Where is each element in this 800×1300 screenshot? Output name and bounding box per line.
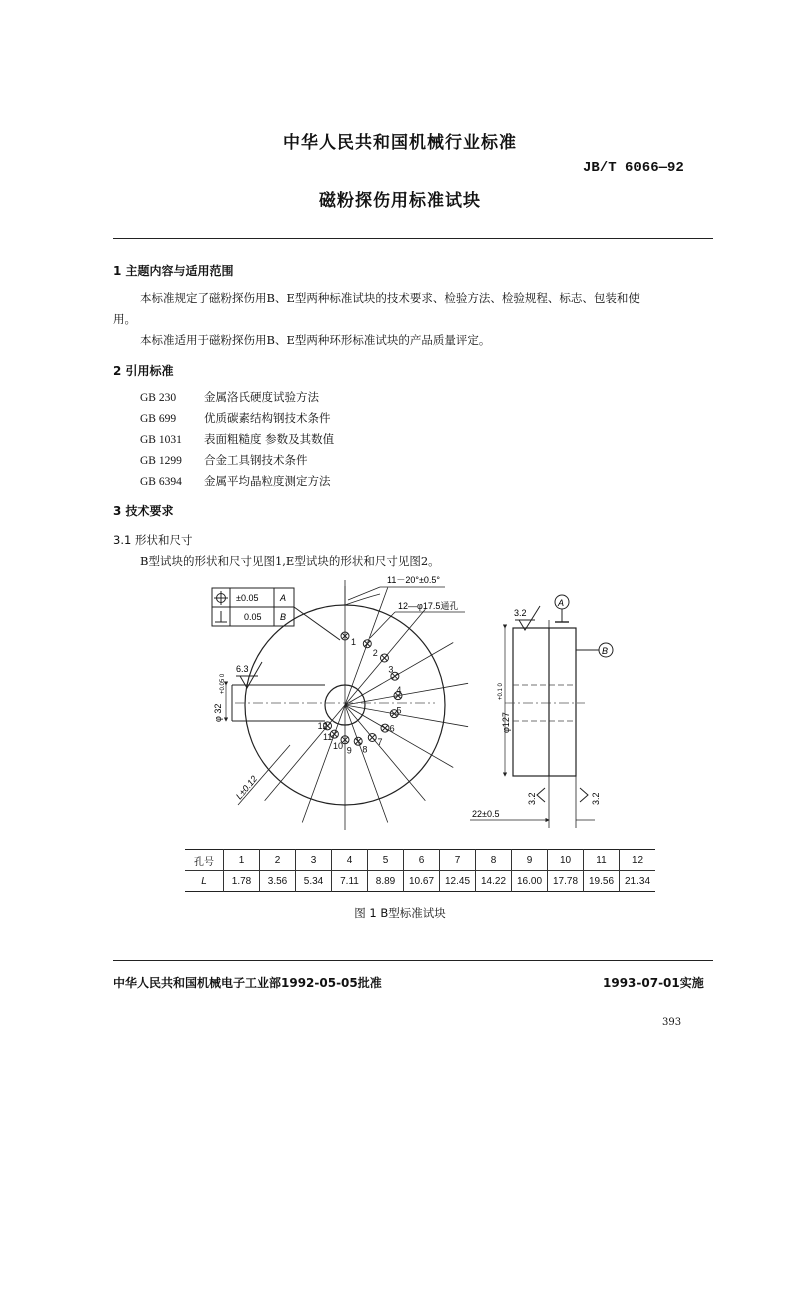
table-cell: 14.22 bbox=[476, 871, 512, 892]
ref-title: 合金工具钢技术条件 bbox=[204, 453, 308, 467]
table-cell: 6 bbox=[404, 850, 440, 871]
radial-line bbox=[345, 705, 425, 801]
table-row-label: 孔号 bbox=[185, 850, 224, 871]
hole-number: 10 bbox=[333, 740, 344, 751]
tolerance-position-datum: A bbox=[280, 593, 287, 603]
roughness-bottom-right: 3.2 bbox=[591, 792, 601, 805]
l-dimension: L±0.12 bbox=[233, 773, 260, 802]
hole-count-label: 12—φ17.5通孔 bbox=[398, 601, 459, 611]
ref-code: GB 1299 bbox=[140, 455, 182, 467]
table-cell: 8.89 bbox=[368, 871, 404, 892]
table-cell: 1 bbox=[224, 850, 260, 871]
table-cell: 21.34 bbox=[620, 871, 656, 892]
hole-table bbox=[185, 849, 655, 892]
ref-title: 优质碳素结构钢技术条件 bbox=[204, 411, 331, 425]
hole-cross bbox=[364, 641, 370, 647]
table-cell: 12.45 bbox=[440, 871, 476, 892]
hole-cross bbox=[369, 734, 375, 740]
section-3-heading: 3 技术要求 bbox=[113, 504, 174, 518]
hole-number: 5 bbox=[396, 705, 402, 716]
hole-number: 9 bbox=[346, 745, 352, 756]
hole-number: 6 bbox=[389, 723, 395, 734]
hole-cross bbox=[381, 655, 387, 661]
footer-rule bbox=[113, 960, 713, 961]
hole-number: 4 bbox=[396, 684, 402, 695]
tolerance-perp-value: 0.05 bbox=[244, 612, 262, 622]
ref-code: GB 230 bbox=[140, 392, 177, 404]
section-1-para2: 本标准适用于磁粉探伤用B、E型两种环形标准试块的产品质量评定。 bbox=[140, 333, 491, 347]
table-cell: 12 bbox=[620, 850, 656, 871]
radial-line bbox=[265, 705, 345, 801]
ref-title: 金属平均晶粒度测定方法 bbox=[204, 474, 331, 488]
table-cell: 10 bbox=[548, 850, 584, 871]
datum-a: A bbox=[558, 598, 565, 608]
hole-number: 1 bbox=[351, 637, 357, 647]
table-cell: 7.11 bbox=[332, 871, 368, 892]
table-cell: 5.34 bbox=[296, 871, 332, 892]
table-cell: 10.67 bbox=[404, 871, 440, 892]
section-2-heading: 2 引用标准 bbox=[113, 364, 174, 378]
implementation-date: 1993-07-01实施 bbox=[603, 976, 704, 990]
standard-code: JB/T 6066—92 bbox=[583, 160, 684, 176]
tolerance-perp-datum: B bbox=[280, 612, 287, 622]
table-cell: 11 bbox=[584, 850, 620, 871]
hole-number: 3 bbox=[388, 664, 394, 675]
bore-tolerance: +0.05 0 bbox=[220, 673, 226, 694]
table-row bbox=[185, 850, 655, 871]
table-cell: 3 bbox=[296, 850, 332, 871]
page-number: 393 bbox=[662, 1017, 682, 1028]
hole-number: 7 bbox=[377, 736, 383, 747]
ref-code: GB 1031 bbox=[140, 434, 182, 446]
table-cell: 16.00 bbox=[512, 871, 548, 892]
bore-diameter-label: φ 32 bbox=[213, 703, 223, 722]
roughness-bottom-left: 3.2 bbox=[527, 792, 537, 805]
ring-side-view bbox=[513, 628, 576, 776]
document-title: 磁粉探伤用标准试块 bbox=[319, 191, 481, 211]
table-cell: 3.56 bbox=[260, 871, 296, 892]
hole-number: 2 bbox=[372, 647, 378, 658]
table-row-label: L bbox=[201, 875, 207, 887]
table-cell: 1.78 bbox=[224, 871, 260, 892]
section-3-1-heading: 3.1 形状和尺寸 bbox=[113, 533, 193, 547]
section-1-para1-line1: 本标准规定了磁粉探伤用B、E型两种标准试块的技术要求、检验方法、检验规程、标志、包装和使 bbox=[140, 291, 640, 305]
roughness-top-right: 3.2 bbox=[514, 608, 527, 618]
angle-label: 11－20°±0.5° bbox=[387, 575, 441, 585]
section-1-para1-line2: 用。 bbox=[113, 312, 136, 326]
width-dimension: 22±0.5 bbox=[472, 809, 500, 819]
table-cell: 2 bbox=[260, 850, 296, 871]
section-1-heading: 1 主题内容与适用范围 bbox=[113, 264, 234, 278]
hole-cross bbox=[331, 731, 337, 737]
outer-diameter-label: φ127 bbox=[501, 712, 511, 733]
table-cell: 17.78 bbox=[548, 871, 584, 892]
table-cell: 5 bbox=[368, 850, 404, 871]
approval-note: 中华人民共和国机械电子工业部1992-05-05批准 bbox=[113, 976, 382, 990]
hole-number: 8 bbox=[362, 744, 368, 755]
hole-cross bbox=[382, 725, 388, 731]
table-cell: 19.56 bbox=[584, 871, 620, 892]
tolerance-position-value: ±0.05 bbox=[236, 593, 259, 603]
hole-number: 12 bbox=[317, 721, 328, 732]
ref-code: GB 699 bbox=[140, 413, 177, 425]
outer-tolerance: +0.1 0 bbox=[498, 683, 504, 700]
hole-cross bbox=[355, 738, 361, 744]
ref-code: GB 6394 bbox=[140, 476, 182, 488]
section-3-1-text: B型试块的形状和尺寸见图1,E型试块的形状和尺寸见图2。 bbox=[140, 554, 440, 568]
figure-caption: 图 1 B型标准试块 bbox=[354, 906, 446, 920]
table-cell: 4 bbox=[332, 850, 368, 871]
table-cell: 9 bbox=[512, 850, 548, 871]
table-cell: 7 bbox=[440, 850, 476, 871]
datum-b: B bbox=[602, 646, 609, 656]
ref-title: 金属洛氏硬度试验方法 bbox=[204, 390, 319, 404]
table-row bbox=[185, 871, 655, 892]
hole-number: 11 bbox=[322, 732, 333, 743]
table-cell: 8 bbox=[476, 850, 512, 871]
ref-title: 表面粗糙度 参数及其数值 bbox=[204, 432, 335, 446]
standard-category: 中华人民共和国机械行业标准 bbox=[283, 133, 517, 153]
roughness-left: 6.3 bbox=[236, 664, 249, 674]
